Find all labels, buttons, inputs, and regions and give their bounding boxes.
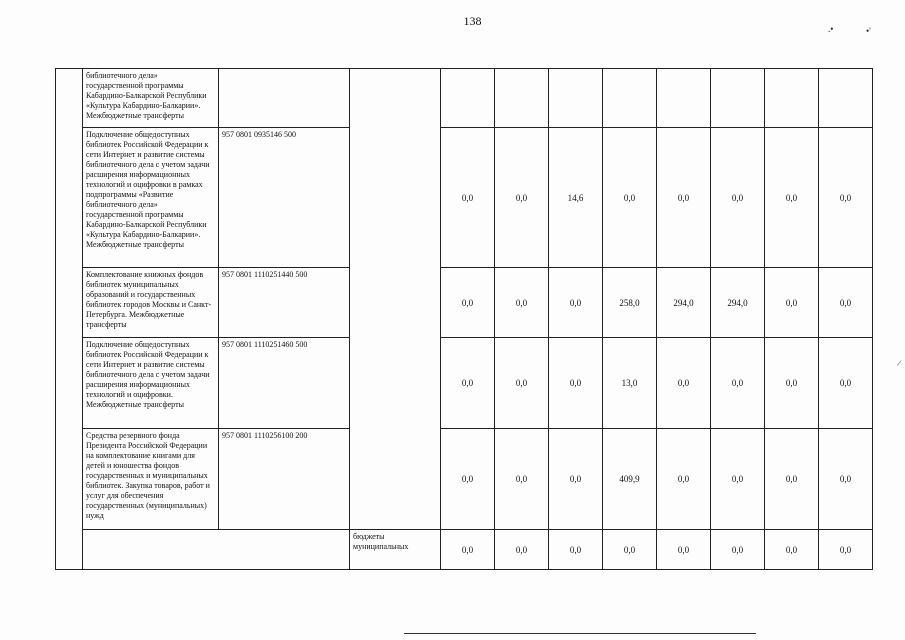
value-cell: 0,0 <box>441 338 495 429</box>
value-cell: 0,0 <box>549 268 603 338</box>
value-cell <box>657 69 711 128</box>
row-description: Подключение общедоступных библиотек Российской Федерации к сети Интернет и развитие системы библиотечного дела с учетом задачи расширения информационных технологий и оцифровки в рамках подпрограммы «Развитие библиотечного дела» государственной программы Кабардино-Балкарской Республики «Культура Кабардино-Балкарии». Межбюджетные трансферты <box>83 128 219 268</box>
value-cell: 0,0 <box>765 530 819 570</box>
value-cell: 0,0 <box>549 429 603 530</box>
value-cell: 14,6 <box>549 128 603 268</box>
value-cell: 0,0 <box>765 429 819 530</box>
value-cell <box>603 69 657 128</box>
row-description: библиотечного дела» государственной программы Кабардино-Балкарской Республики «Культура Кабардино-Балкарии». Межбюджетные трансферты <box>83 69 219 128</box>
value-cell: 0,0 <box>765 268 819 338</box>
budget-code: 957 0801 1110256100 200 <box>219 429 350 530</box>
value-cell: 0,0 <box>657 429 711 530</box>
value-cell: 0,0 <box>819 268 873 338</box>
budget-code: 957 0801 1110251460 500 <box>219 338 350 429</box>
value-cell: 0,0 <box>819 429 873 530</box>
table-row <box>56 69 873 128</box>
value-cell: 0,0 <box>441 268 495 338</box>
budget-code: 957 0801 0935146 500 <box>219 128 350 268</box>
footer-rule <box>404 633 756 634</box>
value-cell: 294,0 <box>711 268 765 338</box>
budget-code <box>219 69 350 128</box>
value-cell: 0,0 <box>765 128 819 268</box>
value-cell: 0,0 <box>603 128 657 268</box>
value-cell: 0,0 <box>495 268 549 338</box>
value-cell: 0,0 <box>603 530 657 570</box>
value-cell: 0,0 <box>495 530 549 570</box>
empty-cell <box>83 530 350 570</box>
value-cell: 0,0 <box>819 338 873 429</box>
table-row <box>56 338 873 429</box>
value-cell: 0,0 <box>657 530 711 570</box>
value-cell <box>819 69 873 128</box>
table-row <box>56 128 873 268</box>
value-cell: 0,0 <box>765 338 819 429</box>
budget-code: 957 0801 1110251440 500 <box>219 268 350 338</box>
row-description: Подключение общедоступных библиотек Российской Федерации к сети Интернет и развитие системы библиотечного дела с учетом задачи расширения информационных технологий и оцифровки. Межбюджетные трансферты <box>83 338 219 429</box>
value-cell <box>711 69 765 128</box>
value-cell <box>549 69 603 128</box>
value-cell: 294,0 <box>657 268 711 338</box>
value-cell: 258,0 <box>603 268 657 338</box>
value-cell: 0,0 <box>819 530 873 570</box>
scan-speck: •' <box>866 26 871 36</box>
budget-table <box>55 68 873 570</box>
fund-type-cell <box>350 69 441 530</box>
table-row <box>56 429 873 530</box>
scan-speck: .• <box>828 24 834 34</box>
row-description: Средства резервного фонда Президента Российской Федерации на комплектование книгами для детей и юношества фондов государственных и муниципальных библиотек. Закупка товаров, работ и услуг для обеспечения государственных (муниципальных) нужд <box>83 429 219 530</box>
value-cell: 0,0 <box>819 128 873 268</box>
value-cell: 0,0 <box>711 338 765 429</box>
value-cell: 0,0 <box>495 429 549 530</box>
value-cell <box>495 69 549 128</box>
value-cell: 0,0 <box>711 128 765 268</box>
value-cell: 0,0 <box>657 338 711 429</box>
row-description: Комплектование книжных фондов библиотек муниципальных образований и государственных библиотек городов Москвы и Санкт-Петербурга. Межбюджетные трансферты <box>83 268 219 338</box>
value-cell: 13,0 <box>603 338 657 429</box>
value-cell: 0,0 <box>441 530 495 570</box>
value-cell: 0,0 <box>549 530 603 570</box>
value-cell: 0,0 <box>441 429 495 530</box>
fund-type: бюджеты муниципальных <box>350 530 441 570</box>
value-cell: 0,0 <box>549 338 603 429</box>
value-cell: 0,0 <box>495 338 549 429</box>
page-number: 138 <box>463 14 482 28</box>
scan-mark: / <box>896 357 903 369</box>
value-cell: 0,0 <box>495 128 549 268</box>
value-cell: 0,0 <box>711 530 765 570</box>
value-cell: 0,0 <box>441 128 495 268</box>
side-column <box>56 69 83 570</box>
value-cell: 0,0 <box>711 429 765 530</box>
value-cell: 409,9 <box>603 429 657 530</box>
table-row <box>56 268 873 338</box>
value-cell <box>441 69 495 128</box>
value-cell <box>765 69 819 128</box>
table-row-summary <box>56 530 873 570</box>
value-cell: 0,0 <box>657 128 711 268</box>
